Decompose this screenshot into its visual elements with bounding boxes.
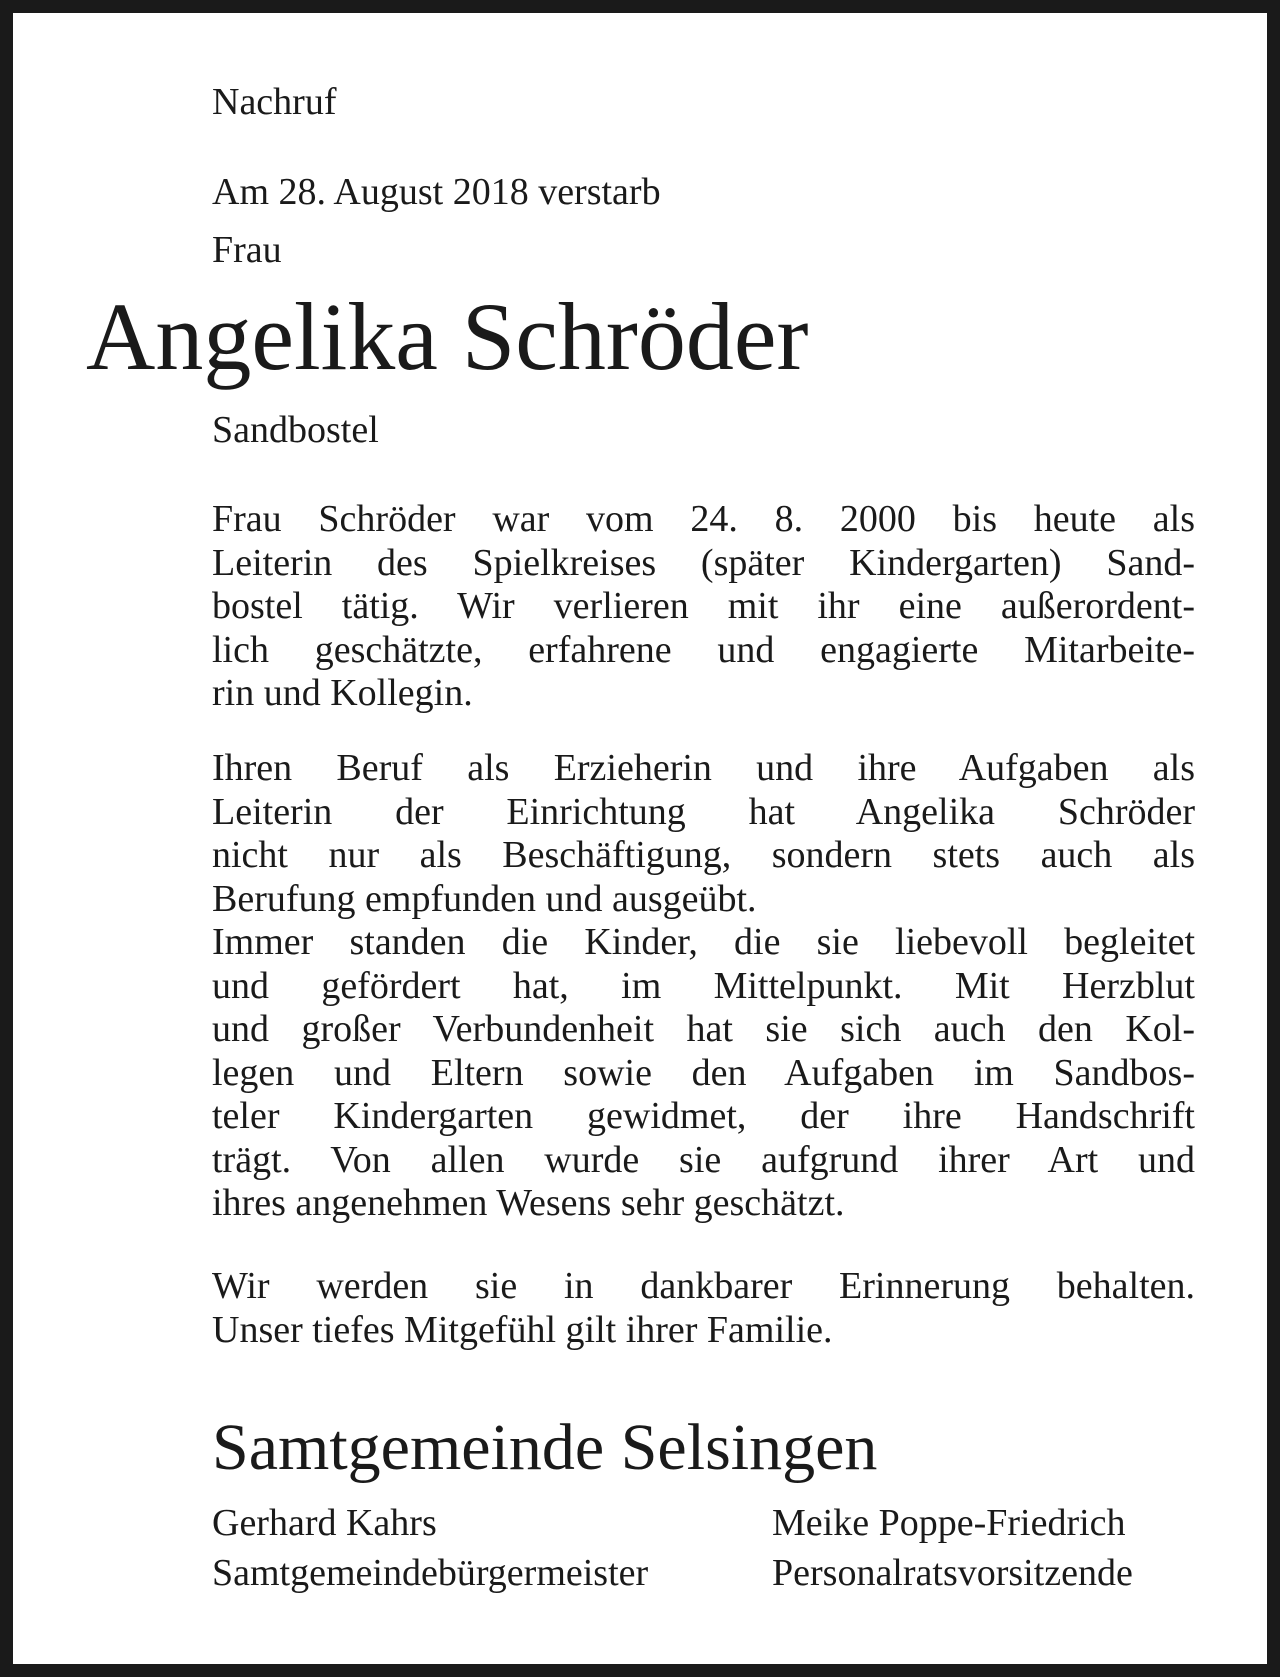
paragraph-tribute: [212, 747, 1195, 1226]
text-line: teler Kindergarten gewidmet, der ihre Handschrift: [212, 1095, 1195, 1137]
signatory-title: Personalratsvorsitzende: [772, 1552, 1133, 1594]
signatory-title: Samtgemeindebürgermeister: [212, 1552, 649, 1594]
text-line: Unser tiefes Mitgefühl gilt ihrer Familie.: [212, 1308, 833, 1351]
signatory-left: [212, 1498, 648, 1598]
text-line: Wir werden sie in dankbarer Erinnerung behalten.: [212, 1265, 1195, 1307]
text-line: ihres angenehmen Wesens sehr geschätzt.: [212, 1182, 845, 1224]
deceased-name: Angelika Schröder: [86, 283, 809, 390]
text-line: und gefördert hat, im Mittelpunkt. Mit Herzblut: [212, 964, 1195, 1007]
text-line: Frau Schröder war vom 24. 8. 2000 bis heute als: [212, 498, 1195, 540]
text-line: lich geschätzte, erfahrene und engagierte Mitarbeite-: [212, 628, 1195, 671]
text-line: Ihren Beruf als Erzieherin und ihre Aufgaben als: [212, 747, 1195, 789]
text-line: Berufung empfunden und ausgeübt.: [212, 877, 757, 920]
text-line: rin und Kollegin.: [212, 672, 473, 714]
signatory-right: [772, 1498, 1133, 1598]
place-of-residence: Sandbostel: [212, 409, 379, 451]
notice-heading: Nachruf: [212, 81, 337, 123]
text-line: Leiterin der Einrichtung hat Angelika Schröder: [212, 790, 1195, 833]
text-line: bostel tätig. Wir verlieren mit ihr eine außerordent-: [212, 585, 1195, 627]
signatory-name: Gerhard Kahrs: [212, 1502, 437, 1544]
paragraph-condolence: [212, 1265, 1195, 1352]
death-date-line: Am 28. August 2018 verstarb: [212, 171, 661, 213]
text-line: und großer Verbundenheit hat sie sich auch den Kol-: [212, 1008, 1195, 1050]
organization-name: Samtgemeinde Selsingen: [212, 1411, 878, 1484]
text-line: Immer standen die Kinder, die sie liebevoll begleitet: [212, 921, 1195, 963]
text-line: Leiterin des Spielkreises (später Kindergarten) Sand-: [212, 541, 1195, 584]
paragraph-career: [212, 498, 1195, 716]
text-line: legen und Eltern sowie den Aufgaben im Sandbos-: [212, 1051, 1195, 1094]
text-line: trägt. Von allen wurde sie aufgrund ihrer Art und: [212, 1138, 1195, 1181]
text-line: nicht nur als Beschäftigung, sondern stets auch als: [212, 834, 1195, 876]
honorific: Frau: [212, 229, 282, 271]
signatory-name: Meike Poppe-Friedrich: [772, 1502, 1126, 1544]
